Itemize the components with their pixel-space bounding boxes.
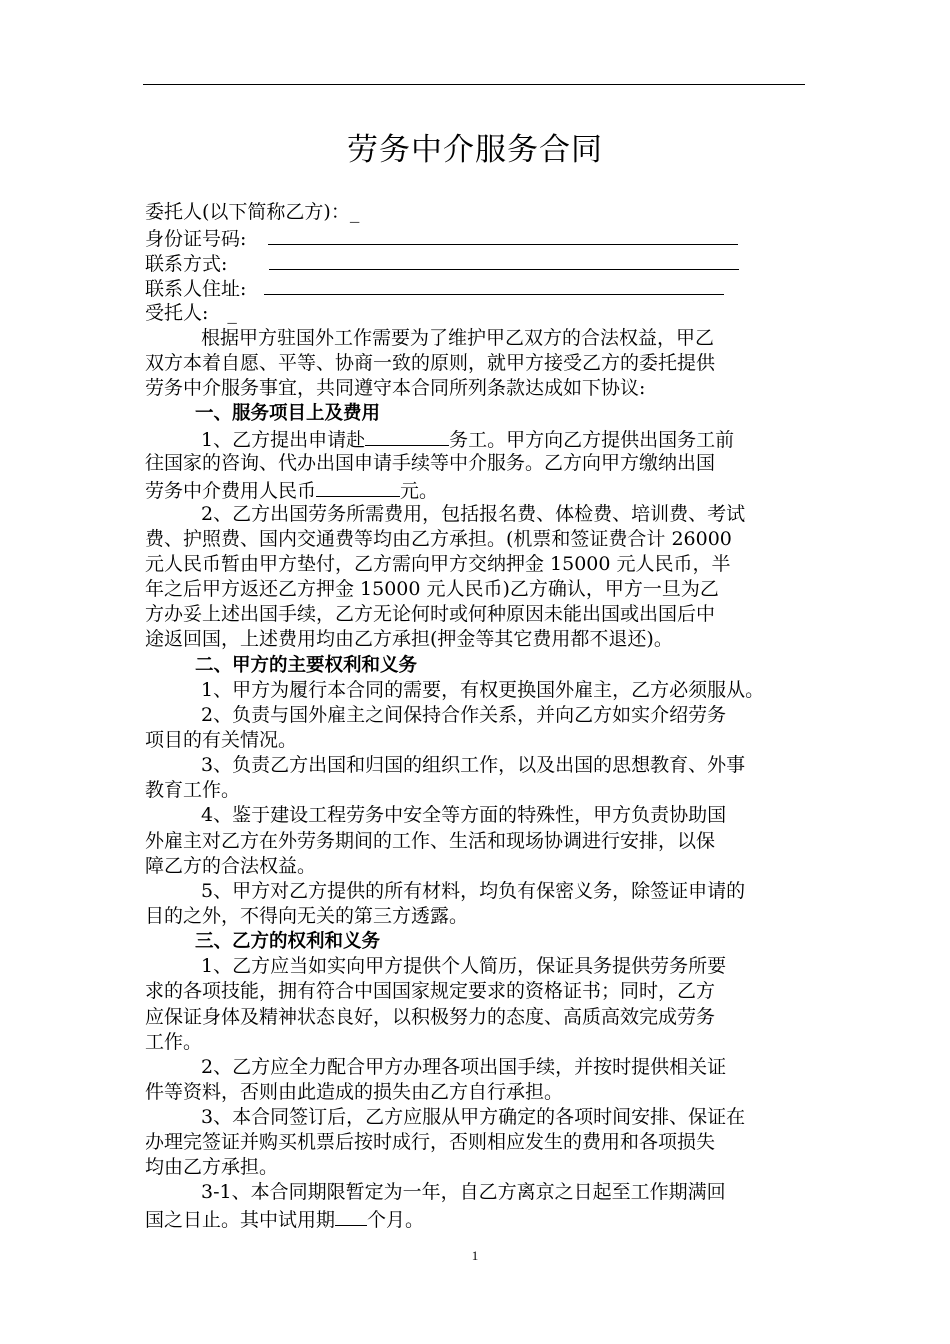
section3-line: 办理完签证并购买机票后按时成行，否则相应发生的费用和各项损失 bbox=[145, 1131, 716, 1154]
section1-item2-line: 方办妥上述出国手续，乙方无论何时或何种原因未能出国或出国后中 bbox=[145, 603, 716, 626]
contract-body bbox=[145, 200, 815, 1231]
address-blank bbox=[264, 275, 724, 295]
section3-last-line bbox=[145, 1206, 815, 1231]
section1-item2-line: 年之后甲方返还乙方押金 15000 元人民币)乙方确认，甲方一旦为乙 bbox=[145, 578, 719, 601]
section2-line: 1、甲方为履行本合同的需要，有权更换国外雇主，乙方必须服从。 bbox=[201, 678, 765, 701]
term-text: 国之日止。其中试用期 bbox=[145, 1208, 336, 1231]
contact-label: 联系方式: bbox=[145, 253, 228, 276]
section3-line: 求的各项技能，拥有符合中国国家规定要求的资格证书；同时，乙方 bbox=[145, 980, 716, 1003]
id-number-line bbox=[145, 225, 815, 250]
months-unit: 个月。 bbox=[367, 1208, 425, 1231]
section3-line: 工作。 bbox=[145, 1030, 203, 1053]
trustee-line bbox=[145, 301, 815, 326]
contact-blank bbox=[269, 250, 739, 270]
id-number-blank bbox=[268, 225, 738, 245]
fee-text: 劳务中介费用人民币 bbox=[145, 479, 317, 502]
destination-blank bbox=[365, 426, 449, 446]
section2-line: 3、负责乙方出国和归国的组织工作，以及出国的思想教育、外事 bbox=[201, 754, 746, 777]
probation-months-blank bbox=[335, 1206, 367, 1226]
section3-line: 件等资料，否则由此造成的损失由乙方自行承担。 bbox=[145, 1080, 564, 1103]
section3-line: 3-1、本合同期限暂定为一年，自乙方离京之日起至工作期满回 bbox=[201, 1181, 726, 1204]
section2-line: 教育工作。 bbox=[145, 779, 241, 802]
page-number: 1 bbox=[471, 1248, 479, 1263]
section-heading: 三、乙方的权利和义务 bbox=[195, 931, 381, 953]
section1-item1-line bbox=[145, 426, 815, 451]
section-heading: 二、甲方的主要权利和义务 bbox=[195, 654, 418, 676]
fee-unit: 元。 bbox=[400, 479, 439, 502]
preamble-line: 双方本着自愿、平等、协商一致的原则，就甲方接受乙方的委托提供 bbox=[145, 351, 716, 374]
section2-line: 2、负责与国外雇主之间保持合作关系，并向乙方如实介绍劳务 bbox=[201, 703, 727, 726]
section2-line: 外雇主对乙方在外劳务期间的工作、生活和现场协调进行安排，以保 bbox=[145, 829, 716, 852]
section2-line: 障乙方的合法权益。 bbox=[145, 854, 317, 877]
section1-item1-line bbox=[145, 477, 815, 502]
section2-line: 项目的有关情况。 bbox=[145, 728, 298, 751]
preamble-line: 根据甲方驻国外工作需要为了维护甲乙双方的合法权益，甲乙 bbox=[201, 326, 715, 349]
client-label: 委托人(以下简称乙方)：_ bbox=[145, 201, 360, 223]
preamble-line: 劳务中介服务事宜，共同遵守本合同所列条款达成如下协议: bbox=[145, 376, 646, 399]
section3-line: 1、乙方应当如实向甲方提供个人简历，保证具务提供劳务所要 bbox=[201, 955, 727, 978]
section3-line: 2、乙方应全力配合甲方办理各项出国手续，并按时提供相关证 bbox=[201, 1055, 727, 1078]
document-title: 劳务中介服务合同 bbox=[347, 132, 603, 168]
section1-item2-line: 2、乙方出国劳务所需费用，包括报名费、体检费、培训费、考试 bbox=[201, 502, 746, 525]
item1-text-b: 务工。甲方向乙方提供出国务工前 bbox=[449, 429, 735, 452]
fee-amount-blank bbox=[316, 477, 400, 497]
section2-line: 4、鉴于建设工程劳务中安全等方面的特殊性，甲方负责协助国 bbox=[201, 804, 727, 827]
id-number-label: 身份证号码: bbox=[145, 228, 247, 251]
client-line bbox=[145, 200, 815, 225]
section-heading: 一、服务项目上及费用 bbox=[195, 403, 381, 425]
address-line bbox=[145, 275, 815, 300]
section1-item1-line: 往国家的咨询、代办出国申请手续等中介服务。乙方向甲方缴纳出国 bbox=[145, 452, 716, 475]
section3-line: 3、本合同签订后，乙方应服从甲方确定的各项时间安排、保证在 bbox=[201, 1106, 746, 1129]
section1-item2-line: 元人民币暂由甲方垫付，乙方需向甲方交纳押金 15000 元人民币，半 bbox=[145, 552, 731, 575]
address-label: 联系人住址: bbox=[145, 278, 247, 301]
section3-line: 应保证身体及精神状态良好，以积极努力的态度、高质高效完成劳务 bbox=[145, 1005, 716, 1028]
header-rule bbox=[143, 84, 805, 85]
contact-line bbox=[145, 250, 815, 275]
item1-text-a: 1、乙方提出申请赴 bbox=[201, 429, 366, 452]
section1-item2-line: 途返回国，上述费用均由乙方承担(押金等其它费用都不退还)。 bbox=[145, 628, 673, 651]
trustee-label: 受托人: _ bbox=[145, 301, 237, 324]
section1-item2-line: 费、护照费、国内交通费等均由乙方承担。(机票和签证费合计 26000 bbox=[145, 527, 732, 550]
section2-line: 目的之外，不得向无关的第三方透露。 bbox=[145, 904, 469, 927]
section3-line: 均由乙方承担。 bbox=[145, 1156, 279, 1179]
section2-line: 5、甲方对乙方提供的所有材料，均负有保密义务，除签证申请的 bbox=[201, 879, 746, 902]
